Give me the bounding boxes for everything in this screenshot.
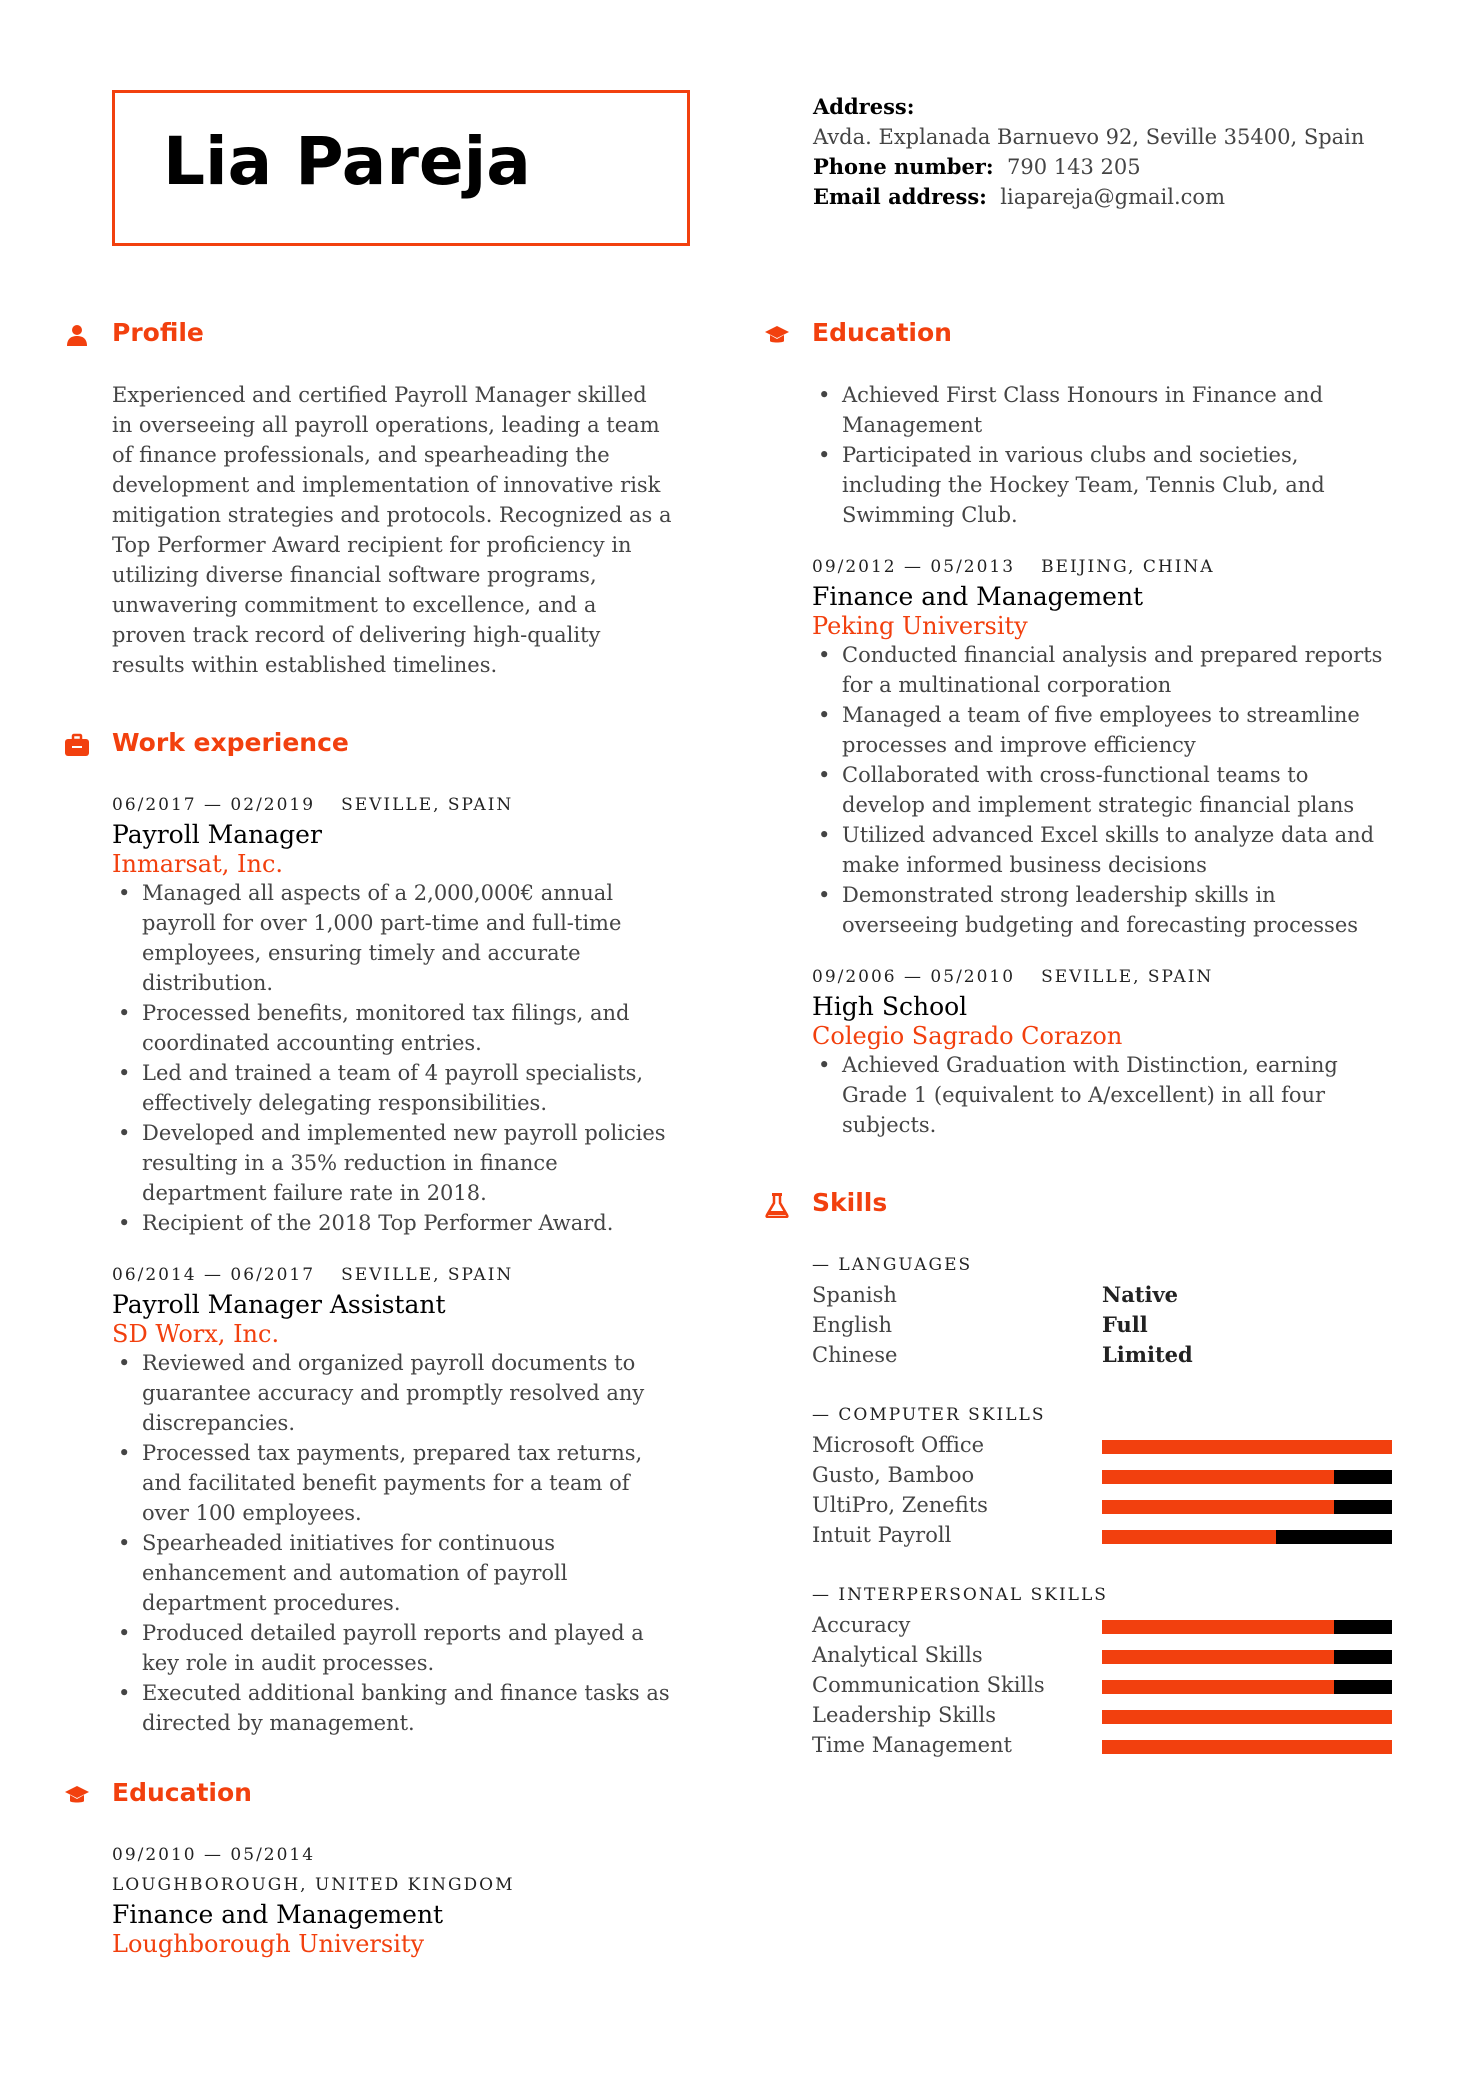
- list-item: • Executed additional banking and finance tasks as directed by management.: [112, 1678, 672, 1738]
- briefcase-icon: [64, 732, 90, 758]
- edu-school: Colegio Sagrado Corazon: [812, 1022, 1123, 1050]
- contact-block: [813, 92, 1413, 212]
- language-name: English: [812, 1313, 893, 1337]
- job-company: SD Worx, Inc.: [112, 1320, 280, 1348]
- skills-heading: [764, 1188, 1404, 1224]
- skill-row: [812, 1610, 1404, 1640]
- edu-dates: 09/2010 — 05/2014: [112, 1845, 316, 1865]
- job-bullets: [112, 878, 682, 1238]
- computer-skills-block: [764, 1400, 1404, 1550]
- right-column: [764, 318, 1404, 1790]
- edu-bullets: [812, 1050, 1372, 1140]
- skill-row: [812, 1490, 1404, 1520]
- skill-bar-fill: [1102, 1680, 1334, 1694]
- graduation-cap-icon: [64, 1782, 90, 1808]
- graduation-cap-icon: [764, 322, 790, 348]
- language-row: [812, 1280, 1404, 1310]
- skill-bar: [1102, 1680, 1392, 1694]
- edu-location: SEVILLE, SPAIN: [1041, 967, 1214, 987]
- edu-location: LOUGHBOROUGH, UNITED KINGDOM: [112, 1875, 515, 1895]
- skill-bar-fill: [1102, 1500, 1334, 1514]
- skill-name: Gusto, Bamboo: [812, 1463, 975, 1487]
- list-item: • Led and trained a team of 4 payroll specialists, effectively delegating responsibilities.: [112, 1058, 682, 1118]
- job-bullets: [112, 1348, 672, 1738]
- interpersonal-skills-block: [764, 1580, 1404, 1760]
- name-box: [112, 90, 690, 246]
- skill-name: Leadership Skills: [812, 1703, 996, 1727]
- list-item: • Produced detailed payroll reports and played a key role in audit processes.: [112, 1618, 672, 1678]
- job-dates: 06/2017 — 02/2019: [112, 795, 316, 815]
- list-item: • Achieved Graduation with Distinction, earning Grade 1 (equivalent to A/excellent) in all four subjects.: [812, 1050, 1372, 1140]
- skill-row: [812, 1700, 1404, 1730]
- job-location: SEVILLE, SPAIN: [341, 1265, 514, 1285]
- skill-bar: [1102, 1500, 1392, 1514]
- skill-row: [812, 1670, 1404, 1700]
- skill-name: Accuracy: [812, 1613, 911, 1637]
- skill-bar-fill: [1102, 1710, 1392, 1724]
- candidate-name: Lia Pareja: [163, 123, 531, 200]
- education-intro-bullets: [812, 380, 1372, 530]
- languages-block: [764, 1250, 1404, 1370]
- education-heading-left: [64, 1778, 704, 1814]
- list-item: • Achieved First Class Honours in Finance and Management: [812, 380, 1372, 440]
- skill-bar: [1102, 1620, 1392, 1634]
- skill-name: Time Management: [812, 1733, 1012, 1757]
- email-label: Email address:: [813, 184, 987, 209]
- language-name: Chinese: [812, 1343, 898, 1367]
- list-item: • Recipient of the 2018 Top Performer Award.: [112, 1208, 682, 1238]
- edu-dates: 09/2006 — 05/2010: [812, 967, 1016, 987]
- phone-value: 790 143 205: [1006, 155, 1141, 179]
- edu-bullets: [812, 640, 1392, 940]
- skill-bar: [1102, 1470, 1392, 1484]
- skill-row: [812, 1430, 1404, 1460]
- profile-title: Profile: [112, 318, 204, 347]
- edu-location: BEIJING, CHINA: [1041, 557, 1215, 577]
- left-column: [64, 318, 704, 1958]
- interpersonal-skills-title: — INTERPERSONAL SKILLS: [812, 1585, 1108, 1605]
- list-item: • Developed and implemented new payroll policies resulting in a 35% reduction in finance department failure rate in 2018.: [112, 1118, 682, 1208]
- list-item: • Participated in various clubs and societies, including the Hockey Team, Tennis Club, and Swimming Club.: [812, 440, 1372, 530]
- job-title: Payroll Manager Assistant: [112, 1290, 446, 1319]
- job-entry: [64, 790, 704, 1238]
- job-title: Payroll Manager: [112, 820, 322, 849]
- skill-bar-fill: [1102, 1440, 1392, 1454]
- email-value[interactable]: liapareja@gmail.com: [1000, 185, 1225, 209]
- edu-school: Peking University: [812, 612, 1028, 640]
- education-title-right: Education: [812, 318, 952, 347]
- list-item: • Processed benefits, monitored tax filings, and coordinated accounting entries.: [112, 998, 682, 1058]
- skill-name: Communication Skills: [812, 1673, 1045, 1697]
- skill-bar-fill: [1102, 1620, 1334, 1634]
- edu-school: Loughborough University: [112, 1930, 425, 1958]
- skill-row: [812, 1460, 1404, 1490]
- skill-row: [812, 1640, 1404, 1670]
- skill-bar: [1102, 1740, 1392, 1754]
- edu-degree: High School: [812, 992, 968, 1021]
- languages-title: — LANGUAGES: [812, 1255, 973, 1275]
- language-row: [812, 1310, 1404, 1340]
- edu-meta: [812, 552, 1404, 582]
- list-item: • Utilized advanced Excel skills to analyze data and make informed business decisions: [812, 820, 1392, 880]
- phone-label: Phone number:: [813, 154, 994, 179]
- edu-degree: Finance and Management: [812, 582, 1144, 611]
- skill-bar-fill: [1102, 1530, 1276, 1544]
- job-meta: [112, 1260, 704, 1290]
- skill-row: [812, 1730, 1404, 1760]
- list-item: • Processed tax payments, prepared tax returns, and facilitated benefit payments for a team of over 100 employees.: [112, 1438, 672, 1528]
- work-title: Work experience: [112, 728, 349, 757]
- skill-bar: [1102, 1530, 1392, 1544]
- education-title-left: Education: [112, 1778, 252, 1807]
- address-value: Avda. Explanada Barnuevo 92, Seville 35400, Spain: [813, 125, 1365, 149]
- list-item: • Conducted financial analysis and prepared reports for a multinational corporation: [812, 640, 1392, 700]
- flask-icon: [764, 1192, 790, 1218]
- skill-bar: [1102, 1710, 1392, 1724]
- skill-bar-fill: [1102, 1470, 1334, 1484]
- skill-bar: [1102, 1440, 1392, 1454]
- user-icon: [64, 322, 90, 348]
- skill-bar-fill: [1102, 1650, 1334, 1664]
- skill-row: [812, 1520, 1404, 1550]
- education-entry: [764, 962, 1404, 1140]
- edu-dates: 09/2012 — 05/2013: [812, 557, 1016, 577]
- edu-degree: Finance and Management: [112, 1900, 444, 1929]
- language-level: Full: [1102, 1312, 1148, 1337]
- skill-name: UltiPro, Zenefits: [812, 1493, 988, 1517]
- job-location: SEVILLE, SPAIN: [341, 795, 514, 815]
- job-dates: 06/2014 — 06/2017: [112, 1265, 316, 1285]
- skill-name: Microsoft Office: [812, 1433, 985, 1457]
- profile-text: Experienced and certified Payroll Manager skilled in overseeing all payroll operations, leading a team of finance professionals, and spearheading the development and implementation of innovative risk mitigation strategies and protocols. Recognized as a Top Performer Award recipient for proficiency in utilizing diverse financial software programs, unwavering commitment to excellence, and a proven track record of delivering high-quality results within established timelines.: [112, 383, 672, 677]
- job-company: Inmarsat, Inc.: [112, 850, 284, 878]
- computer-skills-title: — COMPUTER SKILLS: [812, 1405, 1046, 1425]
- list-item: • Managed a team of five employees to streamline processes and improve efficiency: [812, 700, 1392, 760]
- list-item: • Collaborated with cross-functional teams to develop and implement strategic financial plans: [812, 760, 1392, 820]
- skill-bar: [1102, 1650, 1392, 1664]
- profile-heading: [64, 318, 704, 354]
- list-item: • Managed all aspects of a 2,000,000€ annual payroll for over 1,000 part-time and full-time employees, ensuring timely and accurate distribution.: [112, 878, 682, 998]
- education-entry: [764, 552, 1404, 940]
- language-name: Spanish: [812, 1283, 897, 1307]
- list-item: • Reviewed and organized payroll documents to guarantee accuracy and promptly resolved any discrepancies.: [112, 1348, 672, 1438]
- address-label: Address:: [813, 94, 915, 119]
- job-entry: [64, 1260, 704, 1738]
- language-level: Limited: [1102, 1342, 1193, 1367]
- skill-bar-fill: [1102, 1740, 1392, 1754]
- work-heading: [64, 728, 704, 764]
- skill-name: Intuit Payroll: [812, 1523, 952, 1547]
- language-row: [812, 1340, 1404, 1370]
- skills-title: Skills: [812, 1188, 888, 1217]
- edu-meta: [812, 962, 1404, 992]
- list-item: • Demonstrated strong leadership skills in overseeing budgeting and forecasting processes: [812, 880, 1392, 940]
- skill-name: Analytical Skills: [812, 1643, 983, 1667]
- language-level: Native: [1102, 1282, 1179, 1307]
- list-item: • Spearheaded initiatives for continuous enhancement and automation of payroll department procedures.: [112, 1528, 672, 1618]
- education-heading-right: [764, 318, 1404, 354]
- job-meta: [112, 790, 704, 820]
